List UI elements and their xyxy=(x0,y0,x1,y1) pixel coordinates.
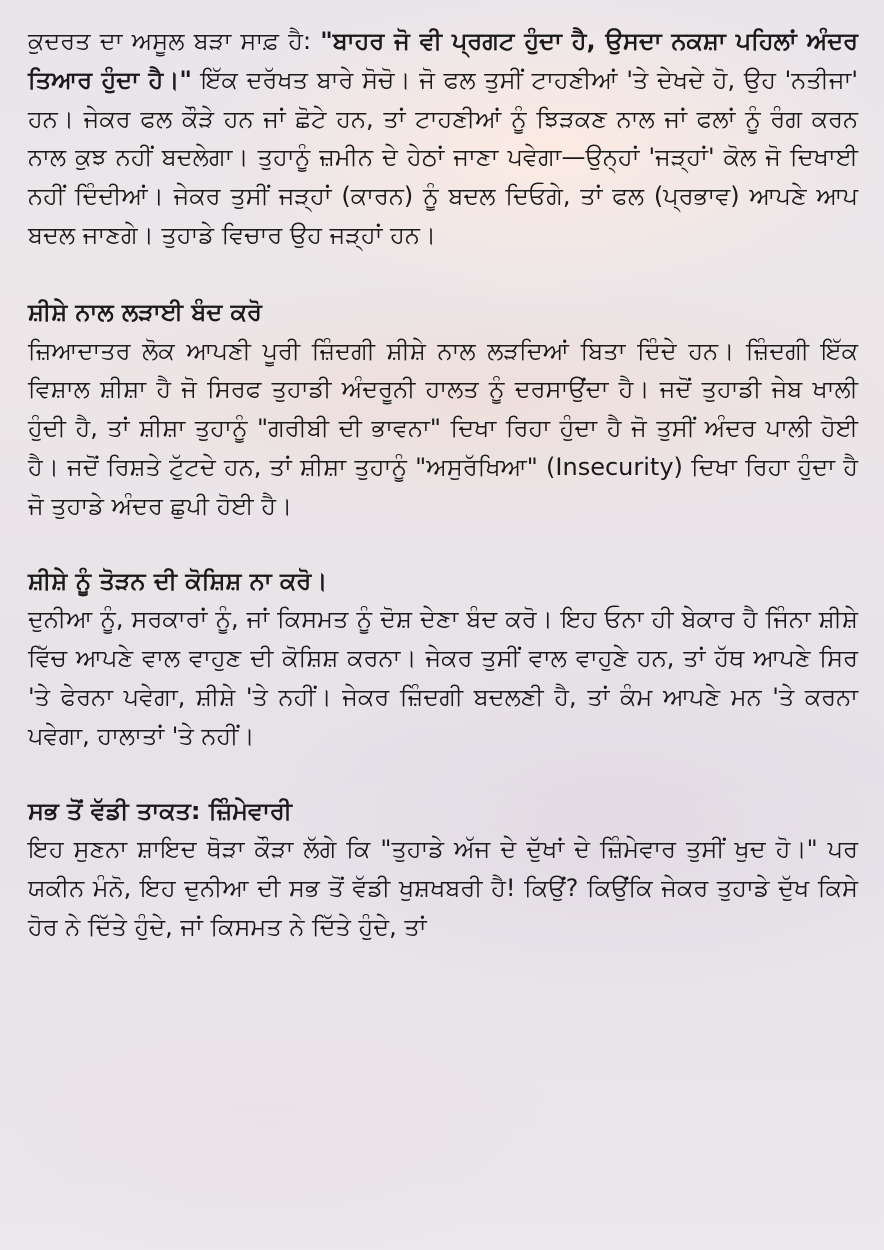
document-page xyxy=(28,22,858,947)
intro-lead: ਕੁਦਰਤ ਦਾ ਅਸੂਲ ਬੜਾ ਸਾਫ਼ ਹੈ: xyxy=(28,27,321,55)
section-heading-break-mirror: ਸ਼ੀਸ਼ੇ ਨੂੰ ਤੋੜਨ ਦੀ ਕੋਸ਼ਿਸ਼ ਨਾ ਕਰੋ। xyxy=(28,566,328,595)
intro-quote: "ਬਾਹਰ ਜੋ ਵੀ ਪ੍ਰਗਟ ਹੁੰਦਾ ਹੈ, ਉਸਦਾ ਨਕਸ਼ਾ ਪਹਿਲਾਂ ਅੰਦਰ ਤਿਆਰ ਹੁੰਦਾ ਹੈ।" xyxy=(28,27,858,94)
section-body-mirror: ਜ਼ਿਆਦਾਤਰ ਲੋਕ ਆਪਣੀ ਪੂਰੀ ਜ਼ਿੰਦਗੀ ਸ਼ੀਸ਼ੇ ਨਾਲ ਲੜਦਿਆਂ ਬਿਤਾ ਦਿੰਦੇ ਹਨ। ਜ਼ਿੰਦਗੀ ਇੱਕ ਵਿਸ਼ਾਲ ਸ਼ੀਸ਼ਾ ਹੈ ਜੋ ਸਿਰਫ ਤੁਹਾਡੀ ਅੰਦਰੂਨੀ ਹਾਲਤ ਨੂੰ ਦਰਸਾਉਂਦਾ ਹੈ। ਜਦੋਂ ਤੁਹਾਡੀ ਜੇਬ ਖਾਲੀ ਹੁੰਦੀ ਹੈ, ਤਾਂ ਸ਼ੀਸ਼ਾ ਤੁਹਾਨੂੰ "ਗਰੀਬੀ ਦੀ ਭਾਵਨਾ" ਦਿਖਾ ਰਿਹਾ ਹੁੰਦਾ ਹੈ ਜੋ ਤੁਸੀਂ ਅੰਦਰ ਪਾਲੀ ਹੋਈ ਹੈ। ਜਦੋਂ ਰਿਸ਼ਤੇ ਟੁੱਟਦੇ ਹਨ, ਤਾਂ ਸ਼ੀਸ਼ਾ ਤੁਹਾਨੂੰ "ਅਸੁਰੱਖਿਆ" (Insecurity) ਦਿਖਾ ਰਿਹਾ ਹੁੰਦਾ ਹੈ ਜੋ ਤੁਹਾਡੇ ਅੰਦਰ ਛੁਪੀ ਹੋਈ ਹੈ। xyxy=(28,336,858,520)
intro-rest: ਇੱਕ ਦਰੱਖਤ ਬਾਰੇ ਸੋਚੋ। ਜੋ ਫਲ ਤੁਸੀਂ ਟਾਹਣੀਆਂ 'ਤੇ ਦੇਖਦੇ ਹੋ, ਉਹ 'ਨਤੀਜਾ' ਹਨ। ਜੇਕਰ ਫਲ ਕੌੜੇ ਹਨ ਜਾਂ ਛੋਟੇ ਹਨ, ਤਾਂ ਟਾਹਣੀਆਂ ਨੂੰ ਝਿੜਕਣ ਨਾਲ ਜਾਂ ਫਲਾਂ ਨੂੰ ਰੰਗ ਕਰਨ ਨਾਲ ਕੁਝ ਨਹੀਂ ਬਦਲੇਗਾ। ਤੁਹਾਨੂੰ ਜ਼ਮੀਨ ਦੇ ਹੇਠਾਂ ਜਾਣਾ ਪਵੇਗਾ—ਉਨ੍ਹਾਂ 'ਜੜ੍ਹਾਂ' ਕੋਲ ਜੋ ਦਿਖਾਈ ਨਹੀਂ ਦਿੰਦੀਆਂ। ਜੇਕਰ ਤੁਸੀਂ ਜੜ੍ਹਾਂ (ਕਾਰਨ) ਨੂੰ ਬਦਲ ਦਿਓਗੇ, ਤਾਂ ਫਲ (ਪ੍ਰਭਾਵ) ਆਪਣੇ ਆਪ ਬਦਲ ਜਾਣਗੇ। ਤੁਹਾਡੇ ਵਿਚਾਰ ਉਹ ਜੜ੍ਹਾਂ ਹਨ। xyxy=(28,65,858,249)
section-body-responsibility: ਇਹ ਸੁਣਨਾ ਸ਼ਾਇਦ ਥੋੜਾ ਕੌੜਾ ਲੱਗੇ ਕਿ "ਤੁਹਾਡੇ ਅੱਜ ਦੇ ਦੁੱਖਾਂ ਦੇ ਜ਼ਿੰਮੇਵਾਰ ਤੁਸੀਂ ਖੁਦ ਹੋ।" ਪਰ ਯਕੀਨ ਮੰਨੋ, ਇਹ ਦੁਨੀਆ ਦੀ ਸਭ ਤੋਂ ਵੱਡੀ ਖੁਸ਼ਖਬਰੀ ਹੈ! ਕਿਉਂ? ਕਿਉਂਕਿ ਜੇਕਰ ਤੁਹਾਡੇ ਦੁੱਖ ਕਿਸੇ ਹੋਰ ਨੇ ਦਿੱਤੇ ਹੁੰਦੇ, ਜਾਂ ਕਿਸਮਤ ਨੇ ਦਿੱਤੇ ਹੁੰਦੇ, ਤਾਂ xyxy=(28,835,858,941)
intro-paragraph xyxy=(28,22,858,255)
section-body-break-mirror: ਦੁਨੀਆ ਨੂੰ, ਸਰਕਾਰਾਂ ਨੂੰ, ਜਾਂ ਕਿਸਮਤ ਨੂੰ ਦੋਸ਼ ਦੇਣਾ ਬੰਦ ਕਰੋ। ਇਹ ਓਨਾ ਹੀ ਬੇਕਾਰ ਹੈ ਜਿੰਨਾ ਸ਼ੀਸ਼ੇ ਵਿੱਚ ਆਪਣੇ ਵਾਲ ਵਾਹੁਣ ਦੀ ਕੋਸ਼ਿਸ਼ ਕਰਨਾ। ਜੇਕਰ ਤੁਸੀਂ ਵਾਲ ਵਾਹੁਣੇ ਹਨ, ਤਾਂ ਹੱਥ ਆਪਣੇ ਸਿਰ 'ਤੇ ਫੇਰਨਾ ਪਵੇਗਾ, ਸ਼ੀਸ਼ੇ 'ਤੇ ਨਹੀਂ। ਜੇਕਰ ਜ਼ਿੰਦਗੀ ਬਦਲਣੀ ਹੈ, ਤਾਂ ਕੰਮ ਆਪਣੇ ਮਨ 'ਤੇ ਕਰਨਾ ਪਵੇਗਾ, ਹਾਲਾਤਾਂ 'ਤੇ ਨਹੀਂ। xyxy=(28,605,858,750)
section-heading-responsibility: ਸਭ ਤੋਂ ਵੱਡੀ ਤਾਕਤ: ਜ਼ਿੰਮੇਵਾਰੀ xyxy=(28,796,293,825)
section-heading-mirror: ਸ਼ੀਸ਼ੇ ਨਾਲ ਲੜਾਈ ਬੰਦ ਕਰੋ xyxy=(28,297,262,326)
